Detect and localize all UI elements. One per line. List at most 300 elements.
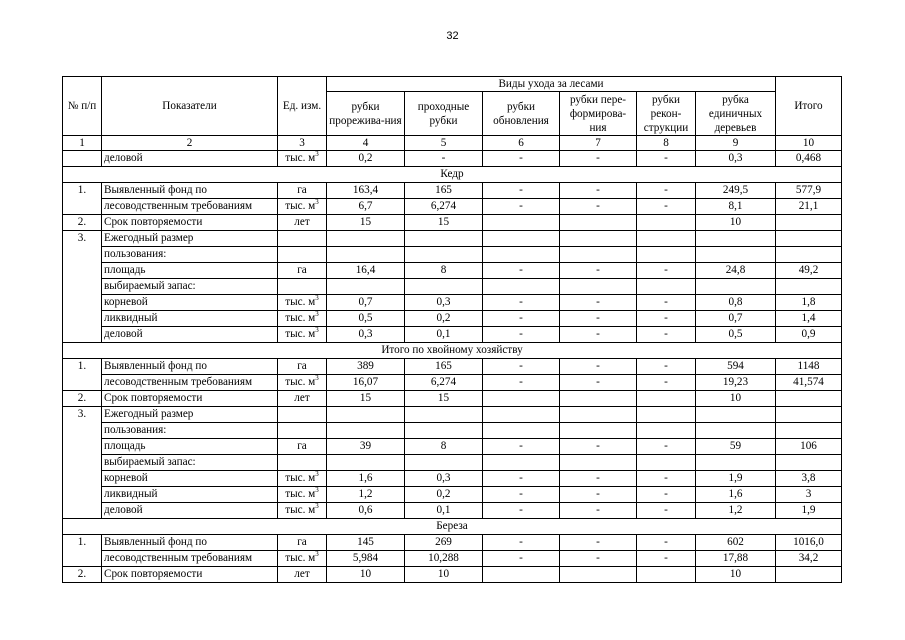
value-cell: - xyxy=(637,535,696,551)
value-cell: - xyxy=(483,327,560,343)
value-cell: 602 xyxy=(696,535,776,551)
value-cell: 1148 xyxy=(776,359,842,375)
unit-text: тыс. м xyxy=(285,200,316,212)
indicator-name: Ежегодный размер xyxy=(102,231,278,247)
value-cell: 594 xyxy=(696,359,776,375)
row-number xyxy=(63,279,102,295)
table-row xyxy=(63,279,842,295)
value-cell: - xyxy=(560,503,637,519)
value-cell: 0,3 xyxy=(696,151,776,167)
value-cell: 8 xyxy=(405,439,483,455)
value-cell: - xyxy=(560,295,637,311)
unit-cell xyxy=(278,551,327,567)
value-cell xyxy=(696,279,776,295)
section-row xyxy=(63,519,842,535)
table-row xyxy=(63,407,842,423)
row-number: 2. xyxy=(63,391,102,407)
value-cell: 17,88 xyxy=(696,551,776,567)
value-cell: 10 xyxy=(405,567,483,583)
value-cell: 269 xyxy=(405,535,483,551)
unit-superscript: 3 xyxy=(315,294,319,302)
row-number xyxy=(63,487,102,503)
indicator-name: деловой xyxy=(102,503,278,519)
indicator-name: выбираемый запас: xyxy=(102,279,278,295)
unit-cell xyxy=(278,311,327,327)
unit-superscript: 3 xyxy=(315,310,319,318)
unit-superscript: 3 xyxy=(315,470,319,478)
unit-cell xyxy=(278,183,327,199)
value-cell: 1,4 xyxy=(776,311,842,327)
value-cell xyxy=(483,567,560,583)
table-row xyxy=(63,215,842,231)
value-cell: 6,274 xyxy=(405,375,483,391)
value-cell: - xyxy=(637,375,696,391)
unit-cell xyxy=(278,199,327,215)
row-number xyxy=(63,151,102,167)
indicator-name: площадь xyxy=(102,263,278,279)
forest-care-table xyxy=(62,76,842,583)
row-number: 1. xyxy=(63,183,102,199)
table-row xyxy=(63,199,842,215)
table-row xyxy=(63,455,842,471)
table-row xyxy=(63,503,842,519)
value-cell: 39 xyxy=(327,439,405,455)
table-row xyxy=(63,311,842,327)
value-cell xyxy=(637,247,696,263)
table-row xyxy=(63,551,842,567)
table-row xyxy=(63,183,842,199)
value-cell: 106 xyxy=(776,439,842,455)
value-cell: 0,1 xyxy=(405,503,483,519)
indicator-name: лесоводственным требованиям xyxy=(102,199,278,215)
column-number: 5 xyxy=(405,136,483,151)
value-cell: 0,2 xyxy=(405,487,483,503)
value-cell: - xyxy=(560,183,637,199)
value-cell: - xyxy=(560,311,637,327)
unit-cell xyxy=(278,327,327,343)
unit-text: лет xyxy=(294,568,310,580)
value-cell: 1016,0 xyxy=(776,535,842,551)
indicator-name: лесоводственным требованиям xyxy=(102,551,278,567)
value-cell xyxy=(776,215,842,231)
value-cell: - xyxy=(637,311,696,327)
value-cell xyxy=(776,247,842,263)
value-cell xyxy=(327,279,405,295)
value-cell xyxy=(696,455,776,471)
value-cell: - xyxy=(637,327,696,343)
value-cell: - xyxy=(483,199,560,215)
table-row xyxy=(63,487,842,503)
value-cell: 165 xyxy=(405,359,483,375)
table-row xyxy=(63,535,842,551)
row-number xyxy=(63,199,102,215)
value-cell xyxy=(483,247,560,263)
value-cell: - xyxy=(637,263,696,279)
col-header-total: Итого xyxy=(776,77,842,136)
value-cell xyxy=(560,279,637,295)
value-cell: 1,2 xyxy=(327,487,405,503)
value-cell xyxy=(483,215,560,231)
unit-superscript: 3 xyxy=(315,150,319,158)
value-cell: 10 xyxy=(696,215,776,231)
value-cell: 15 xyxy=(405,215,483,231)
value-cell xyxy=(696,231,776,247)
value-cell: - xyxy=(560,535,637,551)
value-cell: 0,9 xyxy=(776,327,842,343)
value-cell: - xyxy=(637,183,696,199)
value-cell xyxy=(776,279,842,295)
value-cell: 145 xyxy=(327,535,405,551)
row-number xyxy=(63,295,102,311)
indicator-name: площадь xyxy=(102,439,278,455)
value-cell: - xyxy=(637,151,696,167)
value-cell: 0,468 xyxy=(776,151,842,167)
col-header-type: рубки рекон-струкции xyxy=(637,92,696,136)
row-number xyxy=(63,551,102,567)
row-number xyxy=(63,439,102,455)
indicator-name: корневой xyxy=(102,471,278,487)
column-number: 3 xyxy=(278,136,327,151)
indicator-name: Срок повторяемости xyxy=(102,567,278,583)
table-row xyxy=(63,439,842,455)
unit-superscript: 3 xyxy=(315,198,319,206)
column-number-row xyxy=(63,136,842,151)
value-cell xyxy=(637,455,696,471)
unit-superscript: 3 xyxy=(315,326,319,334)
row-number: 1. xyxy=(63,535,102,551)
value-cell: - xyxy=(560,327,637,343)
value-cell: - xyxy=(483,487,560,503)
value-cell: - xyxy=(637,439,696,455)
value-cell: - xyxy=(483,471,560,487)
value-cell: 0,6 xyxy=(327,503,405,519)
indicator-name: пользования: xyxy=(102,423,278,439)
indicator-name: ликвидный xyxy=(102,311,278,327)
unit-text: га xyxy=(297,264,307,276)
table-row xyxy=(63,359,842,375)
table-body xyxy=(63,151,842,583)
column-number: 6 xyxy=(483,136,560,151)
value-cell: 0,3 xyxy=(405,295,483,311)
value-cell: 0,2 xyxy=(327,151,405,167)
unit-text: тыс. м xyxy=(285,504,316,516)
unit-cell xyxy=(278,455,327,471)
row-number xyxy=(63,327,102,343)
column-number: 7 xyxy=(560,136,637,151)
unit-text: тыс. м xyxy=(285,312,316,324)
value-cell: - xyxy=(637,295,696,311)
unit-superscript: 3 xyxy=(315,550,319,558)
unit-cell xyxy=(278,215,327,231)
value-cell xyxy=(483,423,560,439)
value-cell xyxy=(560,215,637,231)
value-cell: 59 xyxy=(696,439,776,455)
unit-cell xyxy=(278,487,327,503)
value-cell: 10,288 xyxy=(405,551,483,567)
value-cell xyxy=(776,567,842,583)
value-cell: 1,2 xyxy=(696,503,776,519)
value-cell: - xyxy=(637,551,696,567)
value-cell xyxy=(560,247,637,263)
column-number: 8 xyxy=(637,136,696,151)
section-title: Кедр xyxy=(63,167,842,183)
value-cell xyxy=(483,391,560,407)
value-cell xyxy=(776,391,842,407)
unit-cell xyxy=(278,503,327,519)
row-number xyxy=(63,471,102,487)
row-number: 2. xyxy=(63,567,102,583)
table-row xyxy=(63,471,842,487)
value-cell: 0,1 xyxy=(405,327,483,343)
indicator-name: деловой xyxy=(102,327,278,343)
row-number xyxy=(63,247,102,263)
value-cell: 15 xyxy=(405,391,483,407)
value-cell: - xyxy=(637,503,696,519)
value-cell xyxy=(560,407,637,423)
value-cell xyxy=(560,423,637,439)
value-cell xyxy=(405,279,483,295)
value-cell xyxy=(637,423,696,439)
unit-text: тыс. м xyxy=(285,376,316,388)
value-cell xyxy=(637,407,696,423)
col-header-group: Виды ухода за лесами xyxy=(327,77,776,92)
table-row xyxy=(63,567,842,583)
indicator-name: лесоводственным требованиям xyxy=(102,375,278,391)
value-cell: - xyxy=(483,439,560,455)
table-row xyxy=(63,295,842,311)
table-row xyxy=(63,327,842,343)
value-cell xyxy=(560,567,637,583)
indicator-name: деловой xyxy=(102,151,278,167)
table-row xyxy=(63,151,842,167)
unit-text: га xyxy=(297,536,307,548)
unit-cell xyxy=(278,231,327,247)
value-cell: 10 xyxy=(696,567,776,583)
unit-text: тыс. м xyxy=(285,552,316,564)
unit-cell xyxy=(278,359,327,375)
value-cell xyxy=(637,279,696,295)
unit-text: тыс. м xyxy=(285,488,316,500)
value-cell: 6,274 xyxy=(405,199,483,215)
unit-cell xyxy=(278,567,327,583)
value-cell: - xyxy=(483,263,560,279)
value-cell: - xyxy=(637,199,696,215)
unit-cell xyxy=(278,279,327,295)
value-cell xyxy=(405,231,483,247)
section-title: Береза xyxy=(63,519,842,535)
value-cell xyxy=(405,247,483,263)
value-cell: 8 xyxy=(405,263,483,279)
col-header-unit: Ед. изм. xyxy=(278,77,327,136)
value-cell: 16,4 xyxy=(327,263,405,279)
indicator-name: Ежегодный размер xyxy=(102,407,278,423)
unit-superscript: 3 xyxy=(315,502,319,510)
value-cell: - xyxy=(483,311,560,327)
value-cell: 577,9 xyxy=(776,183,842,199)
col-header-type: рубка единичных деревьев xyxy=(696,92,776,136)
value-cell: - xyxy=(405,151,483,167)
value-cell: 0,3 xyxy=(327,327,405,343)
col-header-type: рубки пере-формирова-ния xyxy=(560,92,637,136)
unit-cell xyxy=(278,151,327,167)
row-number: 2. xyxy=(63,215,102,231)
unit-text: лет xyxy=(294,392,310,404)
column-number: 2 xyxy=(102,136,278,151)
col-header-type: рубки прорежива-ния xyxy=(327,92,405,136)
unit-text: тыс. м xyxy=(285,328,316,340)
row-number: 3. xyxy=(63,407,102,423)
value-cell xyxy=(560,391,637,407)
unit-cell xyxy=(278,375,327,391)
table-row xyxy=(63,423,842,439)
value-cell xyxy=(327,231,405,247)
value-cell: 1,6 xyxy=(327,471,405,487)
value-cell: 0,5 xyxy=(696,327,776,343)
indicator-name: выбираемый запас: xyxy=(102,455,278,471)
value-cell: 0,7 xyxy=(696,311,776,327)
value-cell: - xyxy=(560,375,637,391)
indicator-name: Выявленный фонд по xyxy=(102,535,278,551)
unit-cell xyxy=(278,407,327,423)
indicator-name: Выявленный фонд по xyxy=(102,183,278,199)
value-cell xyxy=(327,423,405,439)
value-cell xyxy=(696,247,776,263)
value-cell: 41,574 xyxy=(776,375,842,391)
value-cell: - xyxy=(560,263,637,279)
page-number: 32 xyxy=(446,30,459,42)
value-cell: 16,07 xyxy=(327,375,405,391)
value-cell: - xyxy=(483,551,560,567)
unit-text: га xyxy=(297,360,307,372)
value-cell: 49,2 xyxy=(776,263,842,279)
value-cell xyxy=(637,215,696,231)
value-cell: 1,8 xyxy=(776,295,842,311)
value-cell: - xyxy=(637,487,696,503)
value-cell xyxy=(776,407,842,423)
value-cell xyxy=(776,231,842,247)
column-number: 4 xyxy=(327,136,405,151)
value-cell: 165 xyxy=(405,183,483,199)
value-cell: - xyxy=(560,551,637,567)
unit-text: тыс. м xyxy=(285,472,316,484)
value-cell: 0,2 xyxy=(405,311,483,327)
value-cell: 389 xyxy=(327,359,405,375)
value-cell: - xyxy=(637,471,696,487)
value-cell: 249,5 xyxy=(696,183,776,199)
value-cell xyxy=(327,407,405,423)
row-number xyxy=(63,423,102,439)
row-number xyxy=(63,503,102,519)
unit-text: га xyxy=(297,184,307,196)
value-cell: 1,9 xyxy=(696,471,776,487)
value-cell: - xyxy=(560,359,637,375)
section-row xyxy=(63,343,842,359)
value-cell: 10 xyxy=(327,567,405,583)
unit-superscript: 3 xyxy=(315,374,319,382)
value-cell xyxy=(483,231,560,247)
table-row xyxy=(63,247,842,263)
value-cell: - xyxy=(483,151,560,167)
row-number: 1. xyxy=(63,359,102,375)
column-number: 1 xyxy=(63,136,102,151)
value-cell: - xyxy=(483,535,560,551)
table-row xyxy=(63,231,842,247)
value-cell: - xyxy=(483,359,560,375)
unit-cell xyxy=(278,535,327,551)
col-header-type: рубки обновления xyxy=(483,92,560,136)
row-number: 3. xyxy=(63,231,102,247)
indicator-name: Срок повторяемости xyxy=(102,215,278,231)
value-cell: 21,1 xyxy=(776,199,842,215)
value-cell: 0,3 xyxy=(405,471,483,487)
value-cell xyxy=(637,567,696,583)
value-cell: 0,5 xyxy=(327,311,405,327)
value-cell: 0,7 xyxy=(327,295,405,311)
unit-cell xyxy=(278,295,327,311)
indicator-name: корневой xyxy=(102,295,278,311)
row-number xyxy=(63,455,102,471)
indicator-name: Срок повторяемости xyxy=(102,391,278,407)
row-number xyxy=(63,375,102,391)
indicator-name: Выявленный фонд по xyxy=(102,359,278,375)
unit-cell xyxy=(278,423,327,439)
value-cell: 3,8 xyxy=(776,471,842,487)
value-cell: - xyxy=(560,487,637,503)
value-cell: 15 xyxy=(327,215,405,231)
value-cell xyxy=(405,423,483,439)
value-cell: 1,6 xyxy=(696,487,776,503)
value-cell: 10 xyxy=(696,391,776,407)
value-cell: - xyxy=(483,183,560,199)
value-cell xyxy=(560,231,637,247)
column-number: 10 xyxy=(776,136,842,151)
value-cell xyxy=(560,455,637,471)
unit-superscript: 3 xyxy=(315,486,319,494)
header-row-1 xyxy=(63,77,842,92)
unit-cell xyxy=(278,391,327,407)
unit-cell xyxy=(278,439,327,455)
value-cell xyxy=(696,407,776,423)
value-cell xyxy=(776,423,842,439)
section-title: Итого по хвойному хозяйству xyxy=(63,343,842,359)
row-number xyxy=(63,263,102,279)
col-header-indicator: Показатели xyxy=(102,77,278,136)
value-cell xyxy=(483,279,560,295)
value-cell: 34,2 xyxy=(776,551,842,567)
value-cell xyxy=(327,247,405,263)
unit-cell xyxy=(278,471,327,487)
table-row xyxy=(63,263,842,279)
unit-text: га xyxy=(297,440,307,452)
value-cell: 15 xyxy=(327,391,405,407)
unit-cell xyxy=(278,263,327,279)
value-cell xyxy=(696,423,776,439)
value-cell: 6,7 xyxy=(327,199,405,215)
value-cell xyxy=(405,455,483,471)
table-row xyxy=(63,391,842,407)
value-cell: 0,8 xyxy=(696,295,776,311)
value-cell: - xyxy=(560,439,637,455)
value-cell xyxy=(483,455,560,471)
value-cell: 24,8 xyxy=(696,263,776,279)
unit-cell xyxy=(278,247,327,263)
unit-text: тыс. м xyxy=(285,296,316,308)
value-cell: - xyxy=(483,375,560,391)
value-cell: - xyxy=(560,471,637,487)
value-cell: 3 xyxy=(776,487,842,503)
section-row xyxy=(63,167,842,183)
value-cell xyxy=(637,231,696,247)
